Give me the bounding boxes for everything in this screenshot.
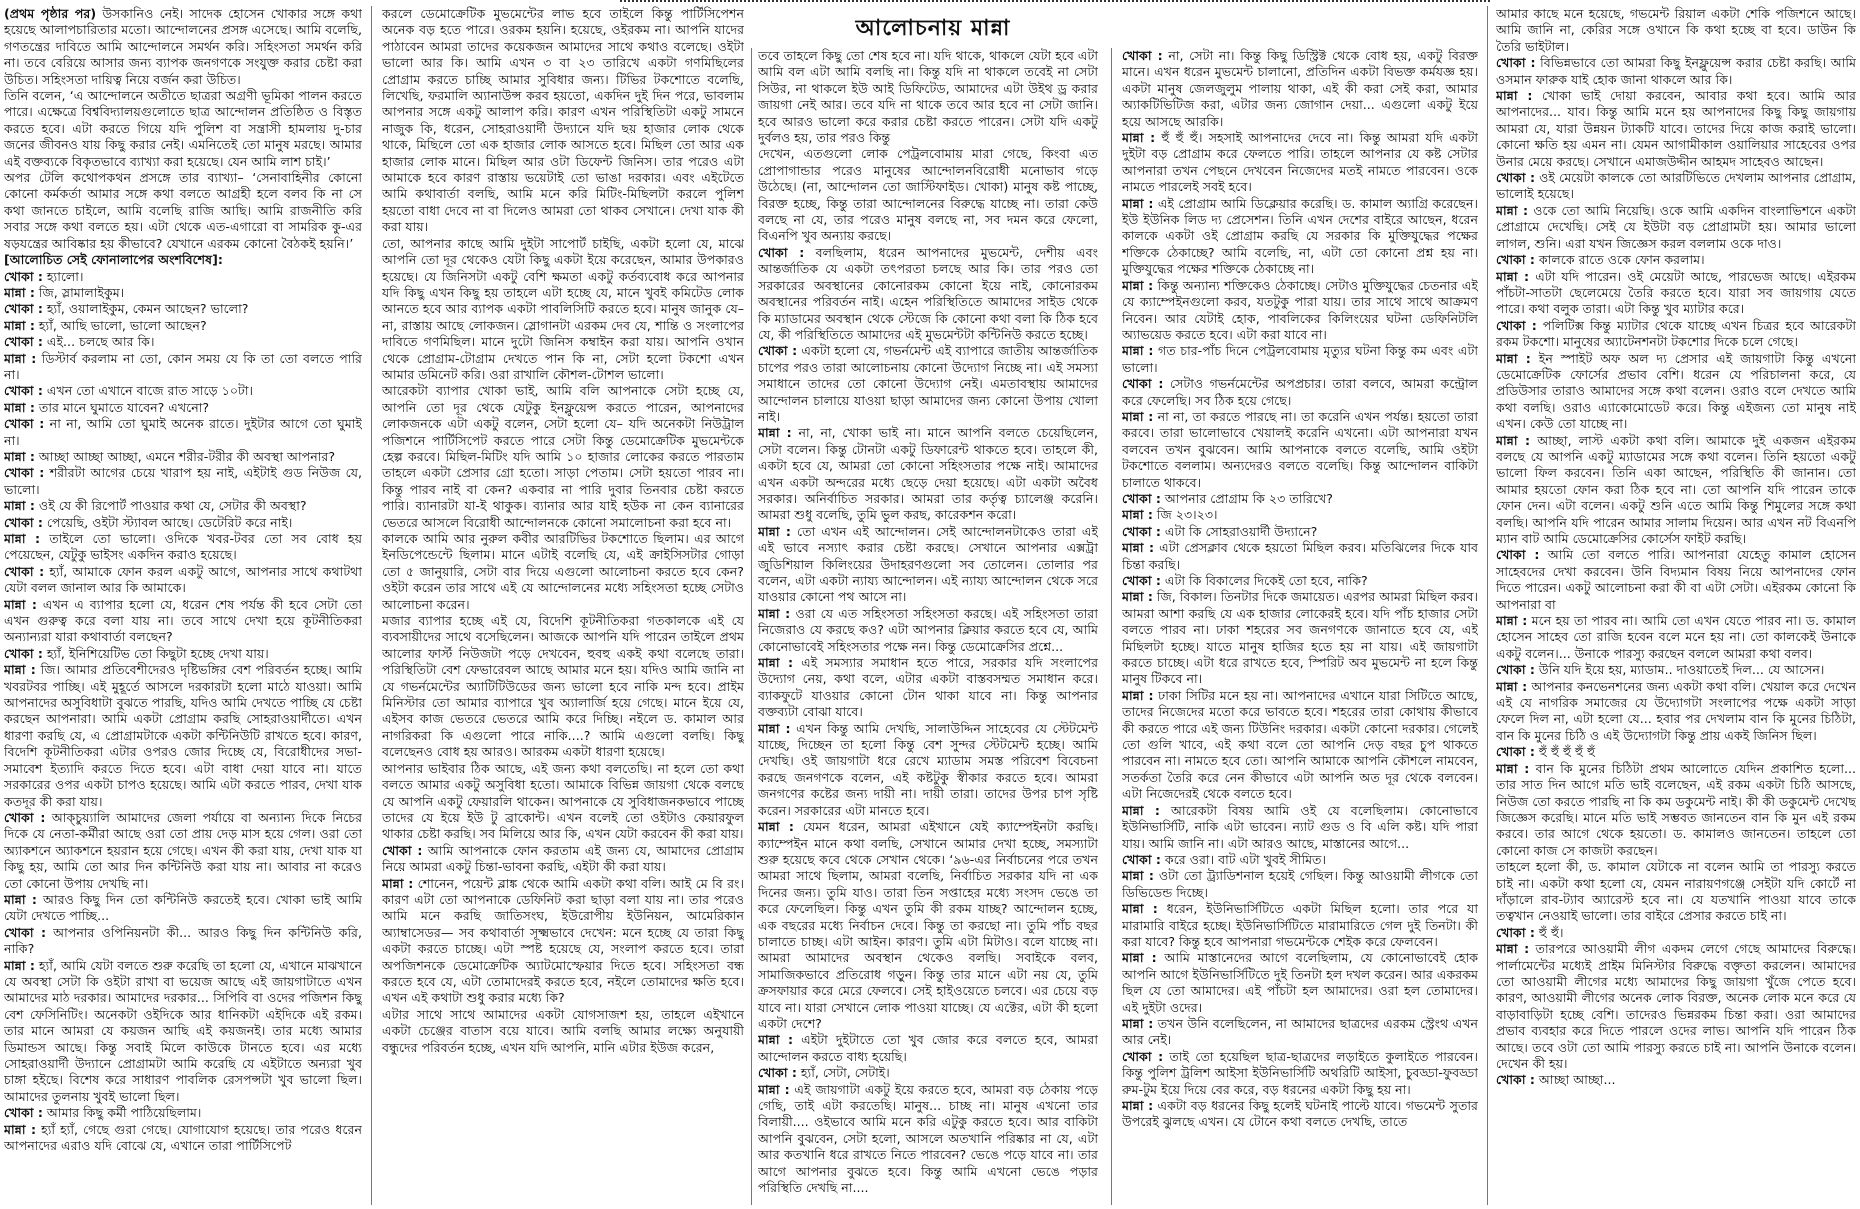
- paragraph-text: বান কি মুনের চিঠিটা প্রথম আলোতে যেদিন প্রকাশিত হলো... তার সাত দিন আগে মতি ভাই বলেছেন, এই রকম একটা চিঠি আসছে, নিউজ তো করতে পারছি না কি কম ডকুমেন্ট নাই। কী কী ডকুমেন্ট দেখেছ জিজ্ঞেস করেছি। মানে মতি ভাই সম্ভবত জানতেন বান কি মুন এই রকম করবে। তার আগে থেকে হয়তো। ড. কামালও জানতেন। তাহলে তো কোনো কাজ সে কাজটা করছেন।: [1496, 760, 1856, 858]
- speaker-label: মান্না :: [1496, 268, 1530, 284]
- text-column-1: [4, 6, 362, 1205]
- paragraph-text: তাইলে তো ভালো। ওদিকে খবর-টবর তো সব বোধ হয় পেয়েছেন, যেটুকু ভাইসং একদিন করাও হয়েছে।: [4, 531, 362, 563]
- speaker-label: খোকা :: [4, 514, 43, 530]
- speaker-label: খোকা :: [758, 343, 798, 359]
- paragraph: [758, 1065, 1098, 1081]
- paragraph: [1122, 507, 1478, 523]
- paragraph-text: বিভিন্নভাবে তো আমরা কিছু ইনফ্লুয়েন্স করার চেষ্টা করছি। আমি ওসমান ফারুক যাই হোক জানা থাকলে আর কি।: [1496, 55, 1856, 87]
- speaker-label: মান্না :: [1122, 507, 1153, 523]
- paragraph-text: জি ২৩।২৩।: [1152, 507, 1218, 523]
- paragraph: [1122, 573, 1478, 589]
- paragraph: [4, 646, 362, 662]
- paragraph: [758, 146, 1098, 244]
- paragraph: [4, 1105, 362, 1121]
- speaker-label: খোকা :: [1122, 376, 1164, 392]
- paragraph: [1122, 524, 1478, 540]
- speaker-label: মান্না :: [1122, 540, 1155, 556]
- paragraph-text: হ্যাঁ, সেটা, সেটাই।: [796, 1065, 890, 1081]
- paragraph: [1496, 351, 1856, 433]
- speaker-label: খোকা :: [1496, 55, 1536, 71]
- speaker-label: মান্না :: [4, 317, 35, 333]
- speaker-label: মান্না :: [1122, 195, 1154, 211]
- paragraph: [1122, 1098, 1478, 1131]
- paragraph-text: দেখেন, এতগুলো লোক পেট্রলবোমায় মারা গেছে, কিংবা এত প্রোপাগান্ডার পরেও মানুষের আন্দোলনবিরোধী মনোভাব গড়ে উঠেছে। (না, আন্দোলন তো জাস্টিফাইড। খোকা) মানুষ কষ্ট পাচ্ছে, বিরক্ত হচ্ছে, কিন্তু তারা আন্দোলনের বিরুদ্ধে যাচ্ছে না। তারা কেউ বলছে না যে, তার পরেও মানুষ বলছে না, সব দমন করে ফেলো, বিএনপি খুব অন্যায় করছে।: [758, 146, 1098, 244]
- paragraph-text: এটা প্রেসক্লাব থেকে হয়তো মিছিল করব। মতিঝিলের দিকে যাব চিন্তা করছি।: [1122, 540, 1478, 572]
- paragraph: [1496, 170, 1856, 203]
- paragraph-text: এখন কিন্তু আমি দেখছি, সালাউদ্দিন সাহেবের যে স্টেটমেন্ট যাচ্ছে, দিচ্ছেন তা হলো কিন্তু বেশ সুন্দর স্টেটমেন্ট হচ্ছে। আমি দেখছি। ওই জায়গাটা ধরে রেখে ম্যাডাম সমস্ত পরিবেশ বিবেচনা করছে জনগণকে বলেন, এই কষ্টটুকু স্বীকার করতে হবে। আমরা জনগণের কষ্টের জন্য দায়ী না। দায়ী তারা। তাদের উপর চাপ সৃষ্টি করেন। সরকারের এটা মানতে হবে।: [758, 720, 1098, 818]
- paragraph-text: পলিটিক্স কিন্তু ম্যাটার থেকে যাচ্ছে এখন চিত্রর হবে আরেকটা রকম টকশো। মানুষের অ্যাটেনশনটা টকশোর দিকে চলে গেছে।: [1496, 317, 1856, 350]
- speaker-label: মান্না :: [1122, 589, 1153, 605]
- paragraph-text: আপনার প্রোগ্রাম কি ২৩ তারিখে?: [1160, 490, 1333, 506]
- paragraph: [382, 876, 744, 1007]
- paragraph: [4, 564, 362, 597]
- paragraph-text: বলছিলাম, ধরেন আপনাদের মুভমেন্ট, দেশীয় এবং আন্তর্জাতিক যে একটা তৎপরতা চলছে আর কি। তার পরও তো সরকারের অবস্থানের কোনোরকম কোনো ইয়ে নাই, কোনোরকম অবস্থানের পরিবর্তন নাই। এহেন পরিস্থিতিতে আমাদের সাইড থেকে কি ম্যাডামের অবস্থান থেকে স্টেজে কি কোনো কথা বলা কি ঠিক হবে যে, কী পরিস্থিতিতে আমাদের এই মুভমেন্টটা কন্টিনিউ করতে হচ্ছে।: [758, 244, 1098, 342]
- paragraph-text: আমার কিছু কর্মী পাঠিয়েছিলাম।: [42, 1105, 202, 1121]
- paragraph: [4, 6, 362, 88]
- paragraph-text: ওরা যে এত সহিংসতা সহিংসতা করছে। এই সহিংসতা তারা নিজেরাও যে করছে কও? এটা আপনার ক্লিয়ার করতে হবে যে, আমি কোনোভাবেই সহিংসতার পক্ষে নন। কিন্তু ডেমোক্রেসির প্রশ্নে...: [758, 605, 1098, 654]
- paragraph-text: একটা বড় ধরনের কিছু হলেই ঘটনাই পাল্টে যাবে। গভমেন্ট সুতার উপরেই ঝুলছে এখন। যে টোনে কথা বলতে দেখছি, তাতে: [1122, 1098, 1478, 1130]
- paragraph: [758, 343, 1098, 425]
- speaker-label: মান্না :: [1496, 678, 1528, 694]
- paragraph-text: ওটা তো ট্র্যাডিশনাল হয়েই গেছিল। কিন্তু আওয়ামী লীগকে তো ডিভিডেন্ড দিচ্ছে।: [1122, 868, 1478, 900]
- paragraph: [4, 1122, 362, 1155]
- speaker-label: মান্না :: [4, 531, 41, 546]
- speaker-label: (প্রথম পৃষ্ঠার পর): [4, 6, 97, 21]
- paragraph: [1496, 269, 1856, 318]
- text-column-5: [1496, 6, 1856, 1205]
- paragraph: [4, 351, 362, 384]
- speaker-label: খোকা :: [4, 563, 45, 579]
- paragraph-text: কালকে রাতে ওকে ফোন করলাম।: [1534, 252, 1705, 268]
- paragraph-text: তিনি বলেন, ‘এ আন্দোলনে অতীতে ছাত্ররা অগ্রণী ভূমিকা পালন করতে পারে। এক্ষেত্রে বিশ্ববিদ্যালয়গুলোতে ছাত্র আন্দোলন প্রতিষ্ঠিত ও বিস্তৃত করতে হবে। এটা করতে গিয়ে যদি পুলিশ বা সন্ত্রাসী হামলায় দু-চার জনের জীবনও যায় কিছু করার নেই। এমনিতেই তো মানুষ মরছে। আমার এই বক্তব্যকে বিকৃতভাবে ব্যাখ্যা করা হয়েছে। যেন আমি লাশ চাই।’: [4, 88, 362, 169]
- paragraph: [4, 334, 362, 350]
- paragraph: [1496, 925, 1856, 941]
- speaker-label: মান্না :: [1496, 202, 1529, 218]
- paragraph-text: যেমন ধরেন, আমরা এইখানে যেই ক্যাম্পেইনটা করছি। ক্যাম্পেইন মানে কথা বলছি, সেখানে আমার দেখা হচ্ছে, সমস্যাটা শুরু হয়েছে কবে থেকে সেখান থেকে। ‘৯৬-এর নির্বাচনের পরে তখন আমরা সাথে ছিলাম, আমরা বলেছি, নির্বাচিত সরকার যদি না এক দিনের জন্য। তুমি যাও। তারা তিন সপ্তাহের মধ্যে সংসদ ভেঙে তা করে ফেলেছিল। কিন্তু এখন তুমি কী রকম যাচ্ছ? আন্দোলন হচ্ছে, এক বছরের মধ্যে নির্বাচন দেবে। কিন্তু তা করছো না। তুমি পাঁচ বছর চালাতে চাচ্ছ। এটা আইন। কারণ। তুমি এটা মিটাও। বলে যাচ্ছে না। আমরা আমাদের অবস্থান থেকেও বলছি। সবাইকে বলব, সামাজিকভাবে প্রতিরোধ গড়ুন। কিন্তু তার মানে এটা নয় যে, তুমি ক্রসফায়ার করে মেরে ফেলবে। সেই হাইওয়েতে চলবে। এর চেয়ে বড় যাবে না। যারা সেখানে লোক পাওয়া যাচ্ছে। যে এক্টের, এটা কী হলো একটা দেশে?: [758, 819, 1098, 1031]
- paragraph-text: তো এখন এই আন্দোলন। সেই আন্দোলনটাকেও তারা এই এই ভাবে নস্যাৎ করার চেষ্টা করছে। সেখানে আপনার এক্সট্রা জুডিশিয়াল কিলিংয়ের উদাহরণগুলো সব তোলেন। তোলার পর বলেন, এটা একটা ন্যায্য আন্দোলন। এই ন্যায্য আন্দোলন থেকে সরে যাওয়ার কোনো পথ আসে না।: [758, 523, 1098, 605]
- paragraph: [1496, 679, 1856, 745]
- paragraph: [4, 810, 362, 892]
- paragraph-text: সেটাও গভর্নমেন্টের অপপ্রচার। তারা বলবে, আমরা কন্ট্রোল করে ফেলেছি। সব ঠিক হয়ে গেছে।: [1122, 376, 1478, 408]
- speaker-label: খোকা :: [4, 645, 43, 661]
- column-divider: [751, 48, 752, 1205]
- paragraph-text: শোনেন, পয়েন্ট ব্লাঙ্ক থেকে আমি একটা কথা বলি। আই মে বি রং। কারণ এটা তো আপনাকে ডেফিনিট করা ছাড়া বলা যায় না। তার পরেও আমি মনে করছি জাতিসংঘ, ইউরোপীয় ইউনিয়ন, আমেরিকান অ্যাম্বাসেডর— সব কথাবার্তা সূক্ষ্মভাবে দেখেন: মনে হচ্ছে যে তারা কিছু একটা করতে চাচ্ছে। এটা স্পষ্ট হয়েছে যে, সংলাপ করতে হবে। তারা অপজিশনকে ডেমোক্রেটিক অ্যাটমোস্ফেয়ার দিতে হবে। সহিংসতা বন্ধ করতে হবে যে, এটা তোমাদেরই করতে হবে, নইলে তোমাদের ক্ষতি হবে। এখন এই কথাটা শুধু করার মধ্যে কি?: [382, 875, 744, 1006]
- paragraph-text: এই জায়গাটা একটু ইয়ে করতে হবে, আমরা বড় ঠেকায় পড়ে গেছি, তাই এটা করতেছি। মানুষ... চাচ্ছ না। মানুষ এখনো তার বিলায়ী.... ওইভাবে আমি মনে করি এটুকু করতে হবে। আর বাকিটা আপনি বুঝবেন, সেটা হলো, আসলে অতখানি পরিষ্কার না যে, এটা আর কতখানি ধরে রাখতে নিতে পারবেন? ভেঙে পড়ে যাবে না। তার আগে আপনার বুঝতে হবে। কিন্তু আমি এখনো ভেঙে পড়ার পরিস্থিতি দেখছি না....: [758, 1081, 1098, 1196]
- paragraph-text: ডিস্টার্ব করলাম না তো, কোন সময় যে কি তা তো বলতে পারি না।: [4, 350, 362, 382]
- speaker-label: মান্না :: [1496, 941, 1530, 957]
- speaker-label: মান্না :: [758, 1081, 790, 1097]
- paragraph: [4, 170, 362, 252]
- speaker-label: খোকা :: [1496, 317, 1537, 333]
- speaker-label: খোকা :: [1496, 252, 1535, 268]
- paragraph: [1496, 318, 1856, 351]
- paragraph-text: পেয়েছি, ওইটা স্ট্যাবল আছে। ডেটেরিট করে নাই।: [42, 514, 293, 530]
- paragraph-text: জি, বিকাল। তিনটার দিকে জমায়েত। এরপর আমরা মিছিল করব। আমরা আশা করছি যে এক হাজার লোকেরই হবে। যদি পাঁচ হাজার সেটা বলতে পারব না। ঢাকা শহরের সব জনগণকে জানাতে হবে যে, এই মিছিলটা হচ্ছে। যাতে মানুষ হাজির হতে হয় না যায়। এই জায়গাটা করতে চাচ্ছে। এটা ধরে রাখতে হবে, স্পিরিট অব মুভমেন্ট না হলে কিন্তু মানুষ টিকবে না।: [1122, 589, 1478, 687]
- speaker-label: মান্না :: [1122, 130, 1156, 146]
- speaker-label: মান্না :: [1122, 1015, 1154, 1031]
- paragraph: [1122, 950, 1478, 1016]
- paragraph-text: আপনার ভাইবার ঠিক আছে, এই জন্য কথা বলতেছি। না হলে তো কথা বলতে আমার একটু অসুবিধা হতো। আমাকে বিভিন্ন জায়গা থেকে বলছে যে আপনি একটু ফেয়ারলি থাকেন। আপনাকে যে সুবিধাজনকভাবে পাচ্ছে তাদের যে ইয়ে ইউ টু ব্রাকোন্ট। এখন বলেই তো ওইটাও কেয়ারফুল থাকার চেষ্টা করছি। সব মিলিয়ে আর কি, এখন যেটা করবেন কী করা যায়।: [382, 760, 744, 842]
- speaker-label: মান্না :: [1122, 277, 1154, 293]
- paragraph-text: শরীরটা আগের চেয়ে খারাপ হয় নাই, এইটাই গুড নিউজ যে, ভালো।: [4, 465, 362, 497]
- paragraph-text: ধরেন, ইউনিভার্সিটিতে একটা মিছিল হলো। তার পরে যা মারামারি বাইরে হচ্ছে। ইউনিভার্সিটিতে মারামারিতে গেল দুই তিনটা। কী করা যাবে? কিন্তু হবে আপনারা গভমেন্টকে শেইক করে ফেলবেন।: [1122, 901, 1478, 949]
- speaker-label: খোকা :: [1496, 744, 1535, 760]
- speaker-label: খোকা :: [1496, 662, 1535, 678]
- speaker-label: খোকা :: [4, 268, 43, 284]
- speaker-label: মান্না :: [1122, 950, 1157, 966]
- paragraph: [4, 662, 362, 810]
- paragraph: [1496, 6, 1856, 55]
- speaker-label: মান্না :: [758, 819, 794, 835]
- paragraph-text: তাহলে হলো কী, ড. কামাল যেটাকে না বলেন আমি তা পারস্যু করতে চাই না। একটা কথা হলো যে, যেমন নারায়ণগঞ্জে সেইটা যদি কোর্টে না দাঁড়ালে রাব-ট্যাব অ্যারেস্ট হবে না। যে যতখানি পাওয়া যাবে তাকে তত্বখান নেওয়াই ভালো। তার বাইরে প্রেসার করতে চাই না।: [1496, 859, 1856, 924]
- speaker-label: খোকা :: [758, 1065, 797, 1081]
- paragraph-text: তারপরে আওয়ামী লীগ একদম লেগে গেছে আমাদের বিরুদ্ধে। পার্লামেন্টের মধ্যেই প্রাইম মিনিস্টার বিরুদ্ধে বক্তৃতা করলেন। আমাদের তো আওয়ামী লীগের মধ্যে আমাদের কিছু জায়গা খুঁজে পেতে হবে। কারণ, আওয়ামী লীগের অনেক লোক বিরক্ত, অনেক লোক মনে করে যে বাড়াবাড়িটা হচ্ছে বেশি। তাদেরও ভিন্নরকম চিন্তা করা। ওরা আমাদের প্রভাব ব্যবহার করে দিতে পারলে ওদের লাভ। আপনি যদি পারেন ঠিক আছে। তবে ওটা তো আমি পারস্যু করতে চাই না। আপনি উনাকে বলেন। দেখেন কী হয়।: [1496, 941, 1856, 1071]
- paragraph: [758, 655, 1098, 721]
- paragraph-text: হুঁ হুঁ হুঁ। সহসাই আপনাদের দেবে না। কিন্তু আমরা যদি একটা দুইটা বড় প্রোগ্রাম করে ফেলতে পারি। তাহলে আপনার যে কষ্ট সেটার আপনারা তখন পেছনে দেখবেন নিজেদের মতই নামতে পারবেন। ওকে নামতে পারলেই সবই হবে।: [1122, 130, 1478, 195]
- speaker-label: খোকা :: [1122, 1048, 1164, 1064]
- paragraph-text: কিন্তু অন্যান্য শক্তিকেও ঠেকাচ্ছে। সেটাও মুক্তিযুদ্ধের চেতনার এই যে ক্যাম্পেইনগুলো করব, যতটুকু পারা যায়। তার সাথে সাথে আক্রমণ নিবেন। আর যেটাই হোক, পাবলিকের কিলিংয়ের ঘটনা ডেফিনিটলি অ্যাভয়েড করতে হবে। এটা করা যাবে না।: [1122, 277, 1478, 342]
- paragraph: [1122, 901, 1478, 950]
- paragraph: [1122, 343, 1478, 376]
- paragraph-text: তবে তাহলে কিছু তো শেষ হবে না। যদি থাকে, থাকলে যেটা হবে এটা আমি বল এটা আমি বলছি না। কিন্তু যদি না থাকলে তবেই না সেটা সিউর, না থাকলে ইউ আই ডিফিটেড, আমাদের এটা উইথ ড্র করার জায়গা নেই আর। তবে যদি না থাকে তবে আর হবে না সেটা জানি। হবে আরও ভালো করে করার চেষ্টা করতে পারেন। সেটা যদি একটু দুর্বলও হয়, তার পরও কিন্তু: [758, 48, 1098, 146]
- paragraph: [4, 318, 362, 334]
- paragraph-text: কালকে আমি আর নুরুল কবীর আরটিভির টকশোতে ছিলাম। এর আগে ইনডিপেন্ডেন্টে ছিলাম। মানে এটাই বলেছি যে, এই ক্রাইসিসটার গোড়া তো ৫ জানুয়ারি, সেটা বার দিয়ে এগুলো আলোচনা করতে হবে কেন? ওইটা করেন তার সাথে এই যে আন্দোলনের মধ্যে সহিংসতা হচ্ছে সেটাও আলোচনা করেন।: [382, 531, 744, 612]
- paragraph: [382, 761, 744, 843]
- speaker-label: মান্না :: [1496, 432, 1531, 448]
- speaker-label: মান্না :: [1496, 760, 1530, 776]
- paragraph-text: হুঁ হুঁ।: [1534, 924, 1564, 940]
- speaker-label: মান্না :: [4, 350, 37, 366]
- paragraph: [4, 498, 362, 514]
- paragraph: [4, 416, 362, 449]
- speaker-label: মান্না :: [1496, 88, 1533, 104]
- paragraph: [1496, 203, 1856, 252]
- speaker-label: খোকা :: [4, 334, 43, 350]
- speaker-label: মান্না :: [4, 284, 35, 300]
- paragraph: [1496, 433, 1856, 548]
- speaker-label: খোকা :: [1496, 547, 1540, 563]
- paragraph-text: খোকা ভাই দোয়া করবেন, আবার কথা হবে। আমি আর আপনাদের... যাব। কিন্তু আমি মনে হয় আপনাদের কিছু কিছু জায়গায় আমরা যে, যারা উন্নয়ন ট্যাকটি যাবে। তাদের দিয়ে কাজ করাই ভালো। কোনো ক্ষতি হয় এমন না। যেমন আগামীকাল ওয়ালিয়ার সাহেবের ওপর উনার মেয়ে করছে। সেখানে এমাজউদ্দীন আহমদ সাহেবও আছেন।: [1496, 88, 1856, 169]
- section-heading: [4, 252, 362, 268]
- text-column-2: [382, 6, 744, 1205]
- paragraph-text: আচ্ছা, লাস্ট একটা কথা বলি। আমাকে দুই একজন এইরকম বলছে যে আপনি একটু ম্যাডামের সঙ্গে কথা বলেন। তিনি হয়তো একটু ভালো ফিল করবেন। তিনি একা আছেন, পরিস্থিতি কী জানান। তো আমার হয়তো ফোন করা ঠিক হবে না। তো আপনি যদি পারেন তাকে ফোন দেন। এটা বলেন। একটু শুনি এতে আমি কিন্তু শিমুলের সঙ্গে কথা বলছি। আপনি যদি পারেন আমার সালাম দিয়েন। আর এখন নট বিএনপি ম্যান বাট আমি ডেমোক্রেসির কোর্সেস ফাইট করছি।: [1496, 432, 1856, 546]
- speaker-label: মান্না :: [1122, 408, 1154, 424]
- paragraph-text: হ্যালো।: [42, 268, 84, 284]
- paragraph-text: গত চার-পাঁচ দিনে পেট্রলবোমায় মৃত্যুর ঘটনা কিন্তু কম এবং এটা ভালো।: [1122, 343, 1478, 375]
- speaker-label: মান্না :: [1496, 613, 1528, 629]
- column-divider: [1487, 6, 1488, 1205]
- paragraph: [1122, 540, 1478, 573]
- paragraph: [1122, 376, 1478, 409]
- speaker-label: খোকা :: [1496, 924, 1535, 940]
- text-column-3: [758, 48, 1098, 1205]
- paragraph: [758, 721, 1098, 819]
- paragraph-text: করে ওরা। বাট এটা খুবই সীমিত।: [1160, 851, 1327, 867]
- paragraph: [758, 425, 1098, 523]
- paragraph: [1496, 1072, 1856, 1088]
- paragraph: [1122, 803, 1478, 852]
- paragraph: [382, 1007, 744, 1056]
- paragraph: [4, 269, 362, 285]
- speaker-label: খোকা :: [4, 416, 45, 432]
- speaker-label: খোকা :: [4, 924, 47, 940]
- paragraph: [4, 383, 362, 399]
- paragraph-text: এই... চলছে আর কি।: [42, 334, 155, 350]
- speaker-label: খোকা :: [4, 465, 45, 481]
- paragraph-text: আচ্ছা আচ্ছা আচ্ছা, এমনে শরীর-টরীর কী অবস্থা আপনার?: [34, 448, 336, 464]
- paragraph: [758, 245, 1098, 343]
- speaker-label: খোকা :: [1122, 48, 1163, 63]
- speaker-label: খোকা :: [1122, 573, 1161, 588]
- paragraph-text: ঢাকা সিটির মনে হয় না। আপনাদের এখানে যারা সিটিতে আছে, তাদের নিজেদের মতো করে ভাবতে হবে। শহরের তারা কোথায় কীভাবে কী করতে পারে এই জন্য টিউনিং দরকার। একটা কোনো দরকার। গেলেই তো গুলি খাবে, এই কথা বলে তো আপনি দেড় বছর চুপ থাকতে পারবেন না। নামতে হবে তো। আপনি আমাকে আপনি কৌশলে নামবেন, সতর্কতা তৈরি করে নেন কীভাবে এটা আপনি অত দূর থেকে বলবেন। এটা নিজেদেরই থেকে বলতে হবে।: [1122, 687, 1478, 802]
- paragraph: [1122, 48, 1478, 130]
- speaker-label: খোকা :: [1122, 851, 1161, 867]
- paragraph: [4, 925, 362, 958]
- speaker-label: মান্না :: [1122, 868, 1154, 884]
- paragraph-text: আমি আপনাকে ফোন করতাম এই জন্য যে, আমাদের প্রোগ্রাম নিয়ে আমরা একটু চিন্তা-ভাবনা করছি, এইটা কী করা যায়।: [382, 842, 744, 875]
- paragraph: [4, 515, 362, 531]
- paragraph: [1122, 196, 1478, 278]
- paragraph-text: আক্চুয়্যালি আমাদের জেলা পর্যায়ে বা অন্যান্য দিকে নিচের দিকে যে নেতা-কর্মীরা আছে ওরা তো প্রায় দেড় মাস হয়ে গেল। ওরা তো অ্যাকশনে অ্যাকশনে হয়রান হয়ে গেছে। এখন কী করা যায়, দেখা যাক যা কিছু হয়, আমি তো আর দিন কন্টিনিউ করা যায় না। আবার না করেও তো কোনো উপায় দেখছি না।: [4, 809, 362, 891]
- paragraph: [4, 88, 362, 170]
- speaker-label: খোকা :: [1122, 523, 1161, 539]
- paragraph-text: আরেকটা বিষয় আমি ওই যে বলেছিলাম। কোনোভাবে ইউনিভার্সিটি, নাকি এটা ভাবেন। ন্যাট গুড ও বি এলি কষ্ট। যদি পারা যায়। আমি জানি না। এটা আরও আছে, মাস্তানের আগে...: [1122, 802, 1478, 851]
- speaker-label: খোকা :: [1496, 170, 1536, 186]
- paragraph: [1496, 744, 1856, 760]
- paragraph: [1122, 1049, 1478, 1098]
- paragraph: [1496, 859, 1856, 925]
- speaker-label: মান্না :: [758, 425, 792, 441]
- paragraph: [1122, 688, 1478, 803]
- paragraph-text: এইটা দুইটাতে তো খুব জোর করে বলতে হবে, আমরা আন্দোলন করতে বাধ্য হয়েছি।: [758, 1032, 1098, 1064]
- paragraph: [1122, 130, 1478, 196]
- paragraph-text: এটা কি বিকালের দিকেই তো হবে, নাকি?: [1160, 573, 1368, 588]
- speaker-label: খোকা :: [1122, 490, 1161, 506]
- paragraph: [1496, 761, 1856, 859]
- paragraph-text: তখন উনি বলেছিলেন, না আমাদের ছাত্রদের এরকম স্ট্রেংথ এখন আর নেই।: [1122, 1015, 1478, 1048]
- paragraph-text: একটা হলো যে, গভর্নমেন্ট এই ব্যাপারে জাতীয় আন্তর্জাতিক চাপের পরও তারা আলোচনায় কোনো উদ্যোগ নিচ্ছে না। এই সমস্যা সমাধানে তাদের তো কোনো উদ্যোগ নেই। এমতাবস্থায় আমাদের আন্দোলন চালায়ে যাওয়া ছাড়া আমাদের জন্য কোনো উপায় খোলা নাই।: [758, 343, 1098, 424]
- paragraph: [1122, 868, 1478, 901]
- speaker-label: মান্না :: [758, 655, 794, 671]
- speaker-label: খোকা :: [758, 244, 805, 260]
- paragraph-text: এই সমস্যার সমাধান হতে পারে, সরকার যদি সংলাপের উদ্যোগ নেয়, কথা বলে, এটার একটা বাস্তবসম্মত সমাধান করে। ব্যাকফুটে যাওয়ার কোনো টোন থাকা যাবে না। কিন্তু আপনার বক্তব্যটা বোঝা যাবে।: [758, 655, 1098, 720]
- paragraph-text: জি, স্লামালাইকুম।: [34, 284, 125, 300]
- paragraph-text: আরেকটা ব্যাপার খোকা ভাই, আমি বলি আপনাকে সেটা হচ্ছে যে, আপনি তো দূর থেকে যেটুকু ইনফ্লুয়েন্স করতে পারেন, আপনাদের লোকজনকে এটা একটু বলেন, সেটা হলো যে– যদি অনেকটা নিউট্রাল পজিশনে পার্টিসিপেট করতে পারে সেটা কিন্তু ডেমোক্রেটিক মুভমেন্টকে হেল্প করবে। মিছিল-মিটিং যদি আমি ১০ হাজার লোকের করতে পারতাম তাহলে একটা প্রেসার গ্রো হতো। সাড়া পেতাম। সেটা হয়তো পারব না। কিন্তু পারব নাই বা কেন? একবার না পারি দুবার তিনবার চেষ্টা করতে পারি। ব্যানারটা যা-ই থাকুক। ব্যানার আর যাই হউক না কেন ব্যানারের ভেতরে আসলে বিরোধী আন্দোলনকে কোনো সমালোচনা করা হবে না।: [382, 383, 744, 530]
- speaker-label: মান্না :: [4, 1121, 36, 1137]
- speaker-label: মান্না :: [4, 448, 35, 464]
- paragraph-text: না না, আমি তো ঘুমাই অনেক রাতে। দুইটার আগে তো ঘুমাই না।: [4, 416, 362, 448]
- paragraph: [382, 6, 744, 236]
- text-column-4: [1122, 48, 1478, 1205]
- paragraph-text: আমার কাছে মনে হয়েছে, গভমেন্ট রিয়াল একটা শেকি পজিশনে আছে। আমি জানি না, কেরির সঙ্গে ওখানে কি কথা হচ্ছে বা হবে। ডাউন কি তৈরি ভাইটাল।: [1496, 6, 1856, 54]
- speaker-label: মান্না :: [1122, 1098, 1154, 1113]
- paragraph-text: হ্যাঁ, আমাকে ফোন করল একটু আগে, আপনার সাথে কথাটথা যেটা বলল জানাল আর কি আমাকে।: [4, 563, 362, 596]
- paragraph-text: তো, আপনার কাছে আমি দুইটা সাপোর্ট চাইছি, একটা হলো যে, মাঝে আপনি তো দূর থেকেও যেটা কিছু একটা ইয়ে করেছেন, আমার উপকারও হয়েছে। যে জিনিসটা একটু বেশি ক্ষমতা একটু কর্তব্যবোধ করে আপনার যদি কিছু এখন কিছু হয় তাহলে এটা হচ্ছে যে, মানে খুবই কমিটেড লোক আনতে হবে আর ব্যাপক একটা পাবলিসিটি করতে হবে। মানুষ জানুক যে– না, রাস্তায় আছে লোকজন। স্লোগানটা এরকম দেব যে, শান্তি ও সংলাপের দাবিতে গণমিছিল। মানে দুটো জিনিস কম্বাইন করা যায়। আপনি ওখান থেকে প্রোগ্রাম-টোগ্রাম দেখতে পান কি না, সেটা হলো টকশো এখন আমার ডমিনেট করি। ওরা রাখালি কৌশল-টোশল ভালো।: [382, 235, 744, 382]
- speaker-label: মান্না :: [758, 605, 791, 621]
- paragraph-text: হুঁ হুঁ হুঁ হুঁ হুঁ: [1534, 744, 1596, 760]
- paragraph-text: না না, তা করতে পারছে না। তা করেনি এখন পর্যন্ত। হয়তো তারা করবে। তারা ভালোভাবে খেয়ালই করেনি এখনো। এটা আপনারা যখন বলবেন তখন বুঝবেন। আমি আপনাকে বলতে বলেছি, আমি ওইটা টকশোতে বললাম। অন্যদেরও বলতে বলেছি। কিন্তু আন্দোলন বাকিটা চালাতে থাকবে।: [1122, 408, 1478, 490]
- speaker-label: মান্না :: [4, 957, 35, 973]
- speaker-label: মান্না :: [4, 662, 36, 678]
- paragraph: [1122, 1016, 1478, 1049]
- paragraph-text: তাই তো হয়েছিল ছাত্র-ছাত্রদের লড়াইতে কুলাইতে পারবেন। কিন্তু পুলিশ ট্রলিশ আইসা ইউনিভার্সিটি অথরিটি আইসা, চুবড্ডা-ফুবড্ডা রুম-টুম ইয়ে দিয়ে বের করে, বড় ধরনের একটা কিছু হয় না।: [1122, 1048, 1478, 1097]
- speaker-label: খোকা :: [4, 383, 43, 399]
- paragraph-text: আমি তো বলতে পারি। আপনারা যেহেতু কামাল হোসেন সাহেবদের দেখা করবেন। উনি বিদ্যমান বিষয় নিয়ে আপনাদের ফোন দিতে পারেন। একটু আলোচনা করা কী বা এটা সেটা। এইরকম কোনো কি আপনারা বা: [1496, 547, 1856, 612]
- paragraph-text: [আলোচিত সেই ফোনালাপের অংশবিশেষ]:: [4, 252, 223, 268]
- paragraph-text: আমি মাস্তানেদের আগে বলেছিলাম, যে কোনোভাবেই হোক আপনি আগে ইউনিভার্সিটিতে দুই তিনটা হল দখল করেন। আর একরকম ছিল যে তো আমাদের। এই পাঁচটা হল আমাদের। ওরা হল তোমাদের। এই দুইটা ওদের।: [1122, 950, 1478, 1015]
- paragraph-text: এটা কি সোহরাওয়ার্দী উদ্যানে?: [1160, 523, 1318, 539]
- speaker-label: খোকা :: [4, 301, 43, 317]
- speaker-label: মান্না :: [1122, 901, 1158, 917]
- speaker-label: মান্না :: [1122, 343, 1154, 359]
- speaker-label: মান্না :: [4, 891, 37, 907]
- paragraph-text: তার মানে ঘুমাতে যাবেন? এখনো?: [34, 399, 210, 415]
- paragraph: [1496, 547, 1856, 613]
- paragraph-text: আপনার কনভেনশনের জন্য একটা কথা বলি। খেয়াল করে দেখেন এই যে নাগরিক সমাজের যে উদ্যোগটা সংলাপের পক্ষে একটা সাড়া ফেলে দিল না, এটা হলো যে... হবার পর দেখলাম বান কি মুনের চিঠিটা, বান কি মুনের চিঠি ও এই উদ্যোগটা কিন্তু প্রায় একই জিনিস ছিল।: [1496, 678, 1856, 743]
- paragraph-text: হ্যাঁ, ইনিশিয়েটিভ তো কিছুটা হচ্ছে দেখা যায়।: [42, 645, 269, 661]
- speaker-label: মান্না :: [1496, 350, 1531, 366]
- paragraph: [758, 524, 1098, 606]
- speaker-label: খোকা :: [4, 1105, 43, 1121]
- paragraph: [382, 236, 744, 384]
- speaker-label: মান্না :: [4, 596, 37, 612]
- speaker-label: মান্না :: [758, 523, 791, 539]
- paragraph-text: এটা যদি পারেন। ওই মেয়েটা আছে, পারভেজ আছে। এইরকম পাঁচটা-সাতটা ছেলেমেয়ে তৈরি করতে হবে। যারা সব জায়গায় যেতে পারে। কথা বলুক তারা। এটা কিন্তু খুব ম্যাটার করে।: [1496, 268, 1856, 317]
- paragraph-text: অপর টেলি কথোপকথন প্রসঙ্গে তার ব্যাখ্যা– ‘সেনাবাহিনীর কোনো কোনো কর্মকর্তা আমার সঙ্গে কথা বলতে আগ্রহী হলে বলব কি না সে কথা জানতে চাইলে, আমি বলেছি রাজি আছি। আমি রাজনীতি করি সবার সঙ্গে কথা বলতে হয়। এটা থেকে এত-এগারো বা সামরিক কু-এর ষড়যন্ত্রের আবিষ্কার হয় কীভাবে? যেখানে এরকম কোনো বৈঠকই হয়নি।’: [4, 170, 362, 251]
- paragraph-text: হ্যাঁ, ওয়ালাইকুম, কেমন আছেন? ভালো?: [42, 301, 249, 317]
- column-divider: [1111, 48, 1112, 1205]
- paragraph: [4, 531, 362, 564]
- paragraph-text: করলে ডেমোক্রেটিক মুভমেন্টের লাভ হবে তাইলে কিন্তু পার্টিসিপেশন অনেক বড় হতে পারে। ওরকম হয়নি। হয়েছে, ওইরকম না। আপনি যাদের পাঠাবেন আমরা তাদের কয়েকজন আমাদের সাথে কথাও বলেছে। ওইটা ভালো আর কি। আমি এখন ৩ বা ২৩ তারিখে একটা গণমিছিলের প্রোগ্রাম করতে চাচ্ছি আমার সুবিধার জন্য। টিভির টকশোতে বলেছি, লিখেছি, ফরমালি অ্যানাউন্স করব হয়তো, একদিন দুই দিন পরে, ভাবলাম আপনার সঙ্গে একটু আলাপ করি। কারণ এখন পরিস্থিতিটা একটু সামনে নাজুক কি, ধরেন, সোহরাওয়ার্দী উদ্যানে যদি ছয় হাজার লোক থেকে থাকে, মিছিলে তো এক হাজার লোক আসতে হবে। মিছিল তো আর এক হাজার লোক মানে। মিছিল আর ওটা ডিফেন্ট জিনিস। তার পরেও এটা আমাকে হবে কারণ রাস্তায় ভয়েটাই তো ভাঙা দরকার। এবং এইটেতে আমি কথাবার্তা বলছি, আমি মনে করি মিটিং-মিছিলটা করলে পুলিশ হয়তো বাধা দেবে না বা দিলেও আমরা তো থাকব সেখানে। দেখা যাক কী করা যায়।: [382, 6, 744, 235]
- paragraph-text: এই প্রোগ্রাম আমি ডিক্লেয়ার করেছি। ড. কামাল অ্যাগ্রি করেছেন। ইউ ইউনিক লিড দ্য প্রেসেশন। তিনি এখন দেশের বাইরে আছেন, ধরেন কালকে একটা ওই প্রোগ্রাম করছি যে সরকার কি মুক্তিযুদ্ধের পক্ষের শক্তিকে ঠেকাচ্ছে? আমি বলেছি, না, এটা তো কোনো প্রশ্ন হয় না। মুক্তিযুদ্ধের পক্ষের শক্তিকে ঠেকাচ্ছে না।: [1122, 195, 1478, 277]
- paragraph: [1496, 613, 1856, 662]
- speaker-label: মান্না :: [758, 1032, 794, 1048]
- paragraph: [758, 819, 1098, 1032]
- column-divider: [371, 6, 372, 1205]
- paragraph: [4, 449, 362, 465]
- paragraph: [758, 1082, 1098, 1197]
- paragraph: [1496, 252, 1856, 268]
- paragraph: [758, 1032, 1098, 1065]
- paragraph: [1496, 941, 1856, 1072]
- paragraph: [1122, 852, 1478, 868]
- paragraph-text: ওই যে কী রিপোর্ট পাওয়ার কথা যে, সেটার কী অবস্থা?: [34, 498, 307, 514]
- article-title: আলোচনায় মান্না: [855, 16, 1011, 41]
- paragraph-text: ইন স্পাইট অফ অল দ্য প্রেসার এই জায়গাটা কিন্তু এখনো ডেমোক্রেটিক ফোর্সের প্রভাব বেশি। ধরেন যে পরিচালনা করে, যে প্রডিউসার তারাও আমাদের সঙ্গে কথা বলেন। ওরাও বলে দেখতে আমি কথা বলছি। ওরাও এ্যাকোমোডেট করে। কিন্তু এইজন্য তো মানুষ নাই এখন। কেউ তো যাচ্ছে না।: [1496, 350, 1856, 432]
- speaker-label: মান্না :: [1122, 687, 1154, 703]
- paragraph-text: হ্যাঁ, আছি ভালো, ভালো আছেন?: [34, 317, 207, 333]
- paragraph: [382, 843, 744, 876]
- speaker-label: খোকা :: [4, 809, 46, 825]
- paragraph-text: ওই মেয়েটা কালকে তো আরটিভিতে দেখলাম আপনার প্রোগ্রাম, ভালোই হয়েছে।: [1496, 170, 1856, 202]
- speaker-label: মান্না :: [4, 498, 35, 514]
- paragraph-text: না, সেটা না। কিন্তু কিছু ডিস্ট্রিক্ট থেকে বোধ হয়, একটু বিরক্ত মানে। এখন ধরেন মুভমেন্ট চালানো, প্রতিদিন একটা বিভক্ত কর্মযজ্ঞ হয়। একটা মানুষ জেলজুলুম পালায় থাকা, এই কী করা সেই করা, আমার অ্যাকটিভিটিজ করা, এটার জন্য জোগান দেয়া... এগুলো একটু ইয়ে হয়ে আসছে আরকি।: [1122, 48, 1478, 129]
- paragraph-text: আচ্ছা আচ্ছা...: [1534, 1072, 1616, 1088]
- paragraph-text: ওকে তো আমি নিয়েছি। ওকে আমি একদিন বাংলাভিশনে একটা প্রোগ্রামে দেখেছি। সেই যে ইউটা বড় প্রোগ্রামটা হয়। আমার ভালো লাগল, শুনি। এরা যখন জিজ্ঞেস করল বললাম ওকে দাও।: [1496, 202, 1856, 251]
- paragraph: [382, 383, 744, 531]
- paragraph: [1122, 278, 1478, 344]
- paragraph: [382, 613, 744, 761]
- paragraph: [1122, 491, 1478, 507]
- paragraph: [1496, 662, 1856, 678]
- paragraph: [4, 400, 362, 416]
- paragraph-text: এখন এ ব্যাপার হলো যে, ধরেন শেষ পর্যন্ত কী হবে সেটা তো এখন গুরুত্ব করে বলা যায় না। তবে সাথে দেখা হয়ে কূটনীতিকরা অন্যান্যরা যারা কথাবার্তা বলছেন?: [4, 596, 362, 645]
- paragraph: [4, 597, 362, 646]
- paragraph: [4, 465, 362, 498]
- top-dotted-divider: [620, 0, 1490, 5]
- paragraph-text: মজার ব্যাপার হচ্ছে এই যে, বিদেশি কূটনীতিকরা গতকালকে এই যে ব্যবসায়ীদের সাথে বসেছিলেন। আজকে আপনি যদি পারেন তাইলে প্রথম আলোর ফার্স্ট নিউজটা পড়ে দেখবেন, হুবহু একই কথা বলেছে তারা। পরিস্থিতিটা বেশ ফেভারেবল আছে আমার মনে হয়। যদিও আমি জানি না যে গভর্নমেন্টের অ্যাটিটিউডের জন্য ভালো হবে নাকি মন্দ হবে। প্রাইম মিনিস্টার তো আমার ব্যাপারে খুব অ্যালার্জি হয়ে গেছে। মানে ইয়ে যে, এইসব কাজ ভেতরে ভেতরে আমি করে দিচ্ছি। নইলে ড. কামাল আর নাগরিকরা কি এগুলো পারে নাকি....? আমি এগুলো বলছি। কিছু বলেছেনও বোধ হয় আরও। আরকম একটা ধারণা হয়েছে।: [382, 613, 744, 760]
- speaker-label: খোকা :: [1496, 1072, 1535, 1088]
- paragraph-text: জি। আমার প্রতিবেশীদেরও দৃষ্টিভঙ্গির বেশ পরিবর্তন হচ্ছে। আমি খবরটবর পাচ্ছি। এই মুহূর্তে আসলে দরকারটা হলো মাঠে যাওয়া। আমি আপনাদের অসুবিধাটা বুঝতে পারছি, যদিও আমি দেখতে পাচ্ছি যে চেষ্টা করছেন আপনারা। আমি একটা প্রোগ্রাম করছি সোহরাওয়ার্দীতে। এখন ধারণা করছি যে, এ প্রোগ্রামটাকে একটা কন্টিনিউটি রাখতে হবে। কারণ, বিদেশি কূটনীতিকরা এটার ওপরও জোর দিচ্ছে যে, বিরোধীদের সভা-সমাবেশ ইত্যাদি করতে দিতে হবে। এটা বাধা দেয়া যাবে না। যাতে সরকারের ওপর একটা চাপও হয়েছে। আমি এটা করতে পারব, দেখা যাক কতদূর কী করা যায়।: [4, 662, 362, 809]
- paragraph: [4, 285, 362, 301]
- paragraph-text: মনে হয় তা পারব না। আমি তো এখন যেতে পারব না। ড. কামাল হোসেন সাহেব তো রাজি হবেন বলে মনে হয় না। তো কালকেই উনাকে একটু বলেন।... উনাকে পারস্যু করছেন বললে আমরা কথা বলব।: [1496, 613, 1856, 661]
- paragraph: [4, 958, 362, 1106]
- paragraph: [382, 531, 744, 613]
- paragraph: [1496, 55, 1856, 88]
- paragraph-text: আপনার ওপিনিয়নটা কী... আরও কিছু দিন কন্টিনিউ করি, নাকি?: [4, 924, 362, 957]
- paragraph-text: উসকানিও নেই। সাদেক হোসেন খোকার সঙ্গে কথা হয়েছে আলাপচারিতার মতো। আন্দোলনের প্রসঙ্গ এসেছে। আমি বলেছি, গণতন্ত্রের দাবিতে আমি আন্দোলনে সমর্থন করি। সহিংসতা সমর্থন করি না। তবে বেরিয়ে আসার জন্য ব্যাপক জনগণকে সংযুক্ত করার চেষ্টা করা উচিত। সহিংসতা দায়িত্ব নিয়ে বর্জন করা উচিত।: [4, 6, 362, 87]
- paragraph-text: হ্যাঁ, আমি যেটা বলতে শুরু করেছি তা হলো যে, এখানে মাঝখানে যে অবস্থা সেটা কি ওইটা রাখা বা ভয়েজ আছে এই জায়গাটাতে এখন আমাদের মাঠ দরকার। আমাদের দরকার... সিপিবি বা ওদের পজিশন কিছু বেশ ফেসিনিটিং। অনেকটা ওইদিকে আর ধানিকটা এইদিকে এই রকম। তার মানে আমরা যে কয়জন আছি এই কয়জনই। তার মধ্যে আমার ডিমান্ডস আছে। কিন্তু সবাই মিলে কাউকে টানতে হবে। এর মধ্যে সোহরাওয়ার্দী উদ্যানে প্রোগ্রামটা আমি করেছি যে এইটাতে অন্যরা খুব চাঙ্গা হইছে। বিশেষ করে সাধারণ পাবলিক রেসপন্সটা খুব ভালো ছিল। আমাদের তুলনায় খুবই ভালো ছিল।: [4, 957, 362, 1104]
- paragraph: [758, 48, 1098, 146]
- speaker-label: মান্না :: [1122, 802, 1160, 818]
- paragraph: [1122, 409, 1478, 491]
- paragraph: [1122, 589, 1478, 687]
- speaker-label: খোকা :: [382, 842, 423, 858]
- speaker-label: মান্না :: [4, 399, 35, 415]
- paragraph-text: আরও কিছু দিন তো কন্টিনিউ করতেই হবে। খোকা ভাই আমি যেটা দেখতে পাচ্ছি...: [4, 891, 362, 924]
- paragraph: [4, 301, 362, 317]
- paragraph: [758, 606, 1098, 655]
- paragraph-text: হ্যাঁ হ্যাঁ, গেছে গুরা গেছে। যোগাযোগ হয়েছে। তার পরেও ধরেন আপনাদের এরাও যদি বোঝে যে, এখানে তারা পার্টিসিপেট: [4, 1121, 362, 1154]
- speaker-label: মান্না :: [382, 875, 414, 891]
- paragraph-text: এটার সাথে সাথে আমাদের একটা যোগসাজশ হয়, তাহলে এইখানে একটা চেঞ্জের বাতাস বয়ে যাবে। আমি বলছি আমার লক্ষ্যে অনুযায়ী বন্ধুদের পরিবর্তন হচ্ছে, এখন যদি আপনি, মানি এটার ইউজ করেন,: [382, 1006, 744, 1055]
- speaker-label: মান্না :: [758, 720, 791, 736]
- paragraph: [4, 892, 362, 925]
- paragraph-text: না, না, খোকা ভাই না। মানে আপনি বলতে চেয়েছিলেন, সেটা বলেন। কিন্তু টোনটা একটু ডিফারেন্ট থাকতে হবে। তাহলে কী, একটা হবে যে, আমরা তো কোনো সহিংসতার পক্ষে নাই। আমাদের এখন একটা অন্দরের মধ্যে ছেড়ে দেয়া হয়েছে। এটা একটা অবৈধ সরকার। অনির্বাচিত সরকার। আমরা তার কর্তৃত্ব চ্যালেঞ্জ করেনি। আমরা শুধু বলেছি, তুমি ভুল করছ, কারেকশন করো।: [758, 425, 1098, 523]
- paragraph-text: এখন তো এখানে বাজে রাত সাড়ে ১০টা।: [42, 383, 254, 399]
- paragraph-text: উনি যদি ইয়ে হয়, ম্যাডাম.. দাওয়াতেই দিল... যে আসেন।: [1534, 662, 1825, 678]
- paragraph: [1496, 88, 1856, 170]
